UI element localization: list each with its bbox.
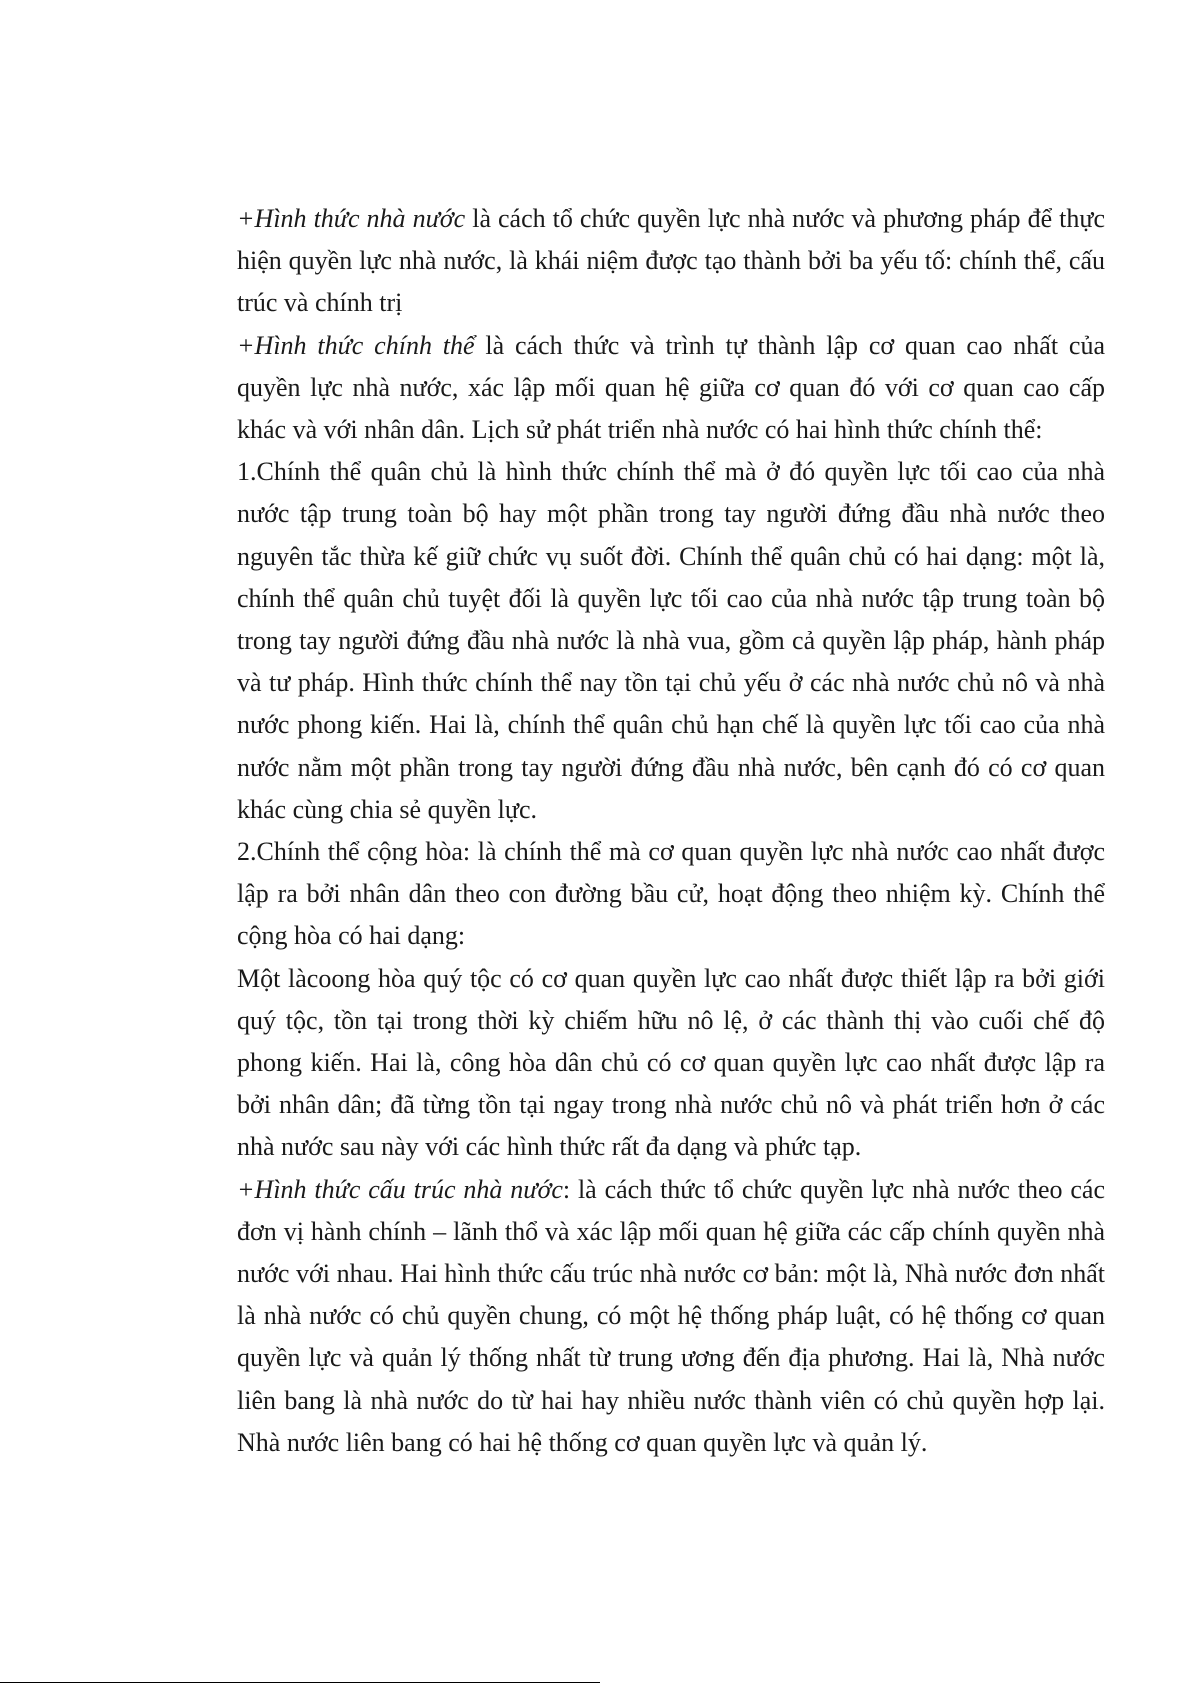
- paragraph-cong-hoa-types: Một làcoong hòa quý tộc có cơ quan quyền lực cao nhất được thiết lập ra bởi giới quý tộc, tồn tại trong thời kỳ chiếm hữu nô lệ, ở các thành thị vào cuối chế độ phong kiến. Hai là, công hòa dân chủ có cơ quan quyền lực cao nhất được lập ra bởi nhân dân; đã từng tồn tại ngay trong nhà nước chủ nô và phát triển hơn ở các nhà nước sau này với các hình thức rất đa dạng và phức tạp.: [237, 963, 1105, 1162]
- term-hinh-thuc-nha-nuoc: +Hình thức nhà nước: [237, 204, 466, 233]
- document-body: [237, 198, 1105, 1464]
- paragraph-chinh-the-cong-hoa: 2.Chính thể cộng hòa: là chính thể mà cơ quan quyền lực nhà nước cao nhất được lập ra bởi nhân dân theo con đường bầu cử, hoạt động theo nhiệm kỳ. Chính thể cộng hòa có hai dạng:: [237, 837, 1105, 951]
- paragraph-text: là cách tổ chức quyền lực nhà nước và phương pháp để thực hiện quyền lực nhà nước, là khái niệm được tạo thành bởi ba yếu tố: chính thể, cấu trúc và chính trị: [237, 204, 1105, 318]
- paragraph-hinh-thuc-cau-truc: [237, 1169, 1105, 1464]
- paragraph-hinh-thuc-chinh-the: [237, 325, 1105, 452]
- paragraph-text: là cách thức và trình tự thành lập cơ quan cao nhất của quyền lực nhà nước, xác lập mối quan hệ giữa cơ quan đó với cơ quan cao cấp khác và với nhân dân. Lịch sử phát triển nhà nước có hai hình thức chính thể:: [237, 330, 1105, 445]
- footer-divider: [0, 1682, 600, 1683]
- term-hinh-thuc-cau-truc: +Hình thức cấu trúc nhà nước: [237, 1174, 563, 1204]
- paragraph-chinh-the-quan-chu: 1.Chính thể quân chủ là hình thức chính thể mà ở đó quyền lực tối cao của nhà nước tập trung toàn bộ hay một phần trong tay người đứng đầu nhà nước theo nguyên tắc thừa kế giữ chức vụ suốt đời. Chính thể quân chủ có hai dạng: một là, chính thể quân chủ tuyệt đối là quyền lực tối cao của nhà nước tập trung toàn bộ trong tay người đứng đầu nhà nước là nhà vua, gồm cả quyền lập pháp, hành pháp và tư pháp. Hình thức chính thể nay tồn tại chủ yếu ở các nhà nước chủ nô và nhà nước phong kiến. Hai là, chính thể quân chủ hạn chế là quyền lực tối cao của nhà nước nằm một phần trong tay người đứng đầu nhà nước, bên cạnh đó có cơ quan khác cùng chia sẻ quyền lực.: [237, 457, 1105, 824]
- term-hinh-thuc-chinh-the: +Hình thức chính thể: [237, 330, 475, 360]
- paragraph-hinh-thuc-nha-nuoc: [237, 198, 1105, 325]
- paragraph-text: : là cách thức tổ chức quyền lực nhà nước theo các đơn vị hành chính – lãnh thổ và xác lập mối quan hệ giữa các cấp chính quyền nhà nước với nhau. Hai hình thức cấu trúc nhà nước cơ bản: một là, Nhà nước đơn nhất là nhà nước có chủ quyền chung, có một hệ thống pháp luật, có hệ thống cơ quan quyền lực và quản lý thống nhất từ trung ương đến địa phương. Hai là, Nhà nước liên bang là nhà nước do từ hai hay nhiều nước thành viên có chủ quyền hợp lại. Nhà nước liên bang có hai hệ thống cơ quan quyền lực và quản lý.: [237, 1174, 1105, 1457]
